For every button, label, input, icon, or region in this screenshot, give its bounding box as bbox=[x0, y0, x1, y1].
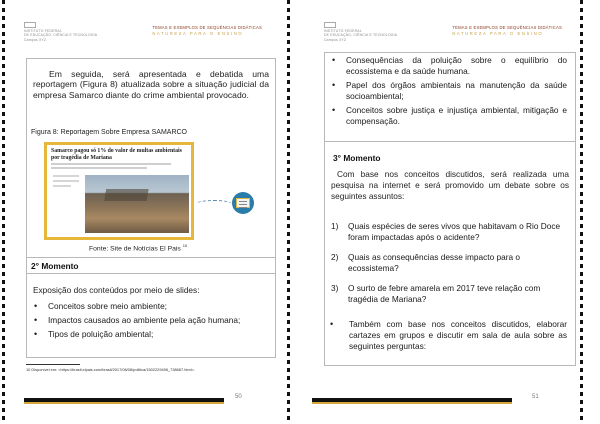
figure-source bbox=[89, 243, 187, 252]
left-page bbox=[10, 0, 282, 424]
question-number: 2) bbox=[331, 252, 339, 262]
list-item: • Impactos causados ao ambiente pela ação humana; bbox=[31, 315, 267, 326]
figure-caption: Figura 8: Reportagem Sobre Empresa SAMARCO bbox=[31, 129, 188, 136]
footer-bar bbox=[312, 398, 512, 404]
question-item bbox=[331, 221, 569, 243]
page-number: 51 bbox=[532, 394, 539, 400]
figure-source-note: 10 bbox=[182, 243, 188, 248]
question-item bbox=[331, 283, 569, 305]
news-headline: Samarco pagou só 1% do valor de multas ambientais por tragédia de Mariana bbox=[51, 148, 182, 161]
institution-logo bbox=[324, 22, 397, 42]
news-subline bbox=[51, 167, 147, 169]
content-topics-list bbox=[329, 55, 567, 127]
final-bullet-list bbox=[327, 319, 567, 352]
moment-2-heading: 2° Momento bbox=[31, 261, 79, 271]
right-page bbox=[310, 0, 582, 424]
news-clipping-figure bbox=[44, 142, 194, 240]
center-dotted-divider bbox=[287, 0, 290, 424]
institution-campus: Campus XYZ bbox=[24, 37, 47, 42]
news-subline bbox=[51, 163, 171, 165]
page-header bbox=[24, 20, 272, 48]
dashed-connector bbox=[196, 200, 232, 208]
institution-campus: Campus XYZ bbox=[324, 37, 347, 42]
section-divider bbox=[325, 141, 575, 142]
section-divider bbox=[27, 257, 275, 258]
moment-3-intro: Com base nos conceitos discutidos, será realizada uma pesquisa na internet e será promovido um debate sobre os seguintes assuntos: bbox=[331, 169, 569, 202]
intro-paragraph: Em seguida, será apresentada e debatida uma reportagem (Figura 8) atualizada sobre a situação judicial da empresa Samarco diante do crime ambiental provocado. bbox=[33, 69, 269, 100]
list-item: • Conceitos sobre meio ambiente; bbox=[31, 301, 267, 312]
right-content-box bbox=[324, 52, 576, 366]
list-item: • Também com base nos conceitos discutidos, elaborar cartazes em grupos e discutir em sala de aula sobre as seguintes perguntas: bbox=[327, 319, 567, 352]
page-header bbox=[324, 20, 572, 48]
institution-emblem-icon bbox=[324, 22, 336, 28]
section-divider bbox=[27, 273, 275, 274]
institution-name: INSTITUTO FEDERAL bbox=[24, 29, 62, 33]
list-item: • Conceitos sobre justiça e injustiça ambiental, mitigação e compensação. bbox=[329, 105, 567, 127]
footnote: 10 Disponível em: <https://brasil.elpais.com/brasil/2017/08/08/politica/1502229496_738687.html>. bbox=[26, 367, 195, 372]
institution-subtitle: DE EDUCAÇÃO, CIÊNCIA E TECNOLOGIA bbox=[24, 33, 98, 38]
footer-bar bbox=[24, 398, 224, 404]
series-title-line1: TEMAS E EXEMPLOS DE SEQUÊNCIAS DIDÁTICAS bbox=[452, 25, 562, 30]
questions-list bbox=[331, 221, 569, 305]
series-title bbox=[152, 25, 262, 36]
question-number: 3) bbox=[331, 283, 339, 293]
series-title-line2: NATUREZA PARA O ENSINO bbox=[152, 31, 244, 36]
institution-subtitle: DE EDUCAÇÃO, CIÊNCIA E TECNOLOGIA bbox=[324, 33, 398, 38]
news-sidebar bbox=[53, 175, 79, 190]
page-number: 50 bbox=[235, 394, 242, 400]
list-item: • Papel dos órgãos ambientais na manutenção da saúde socioambiental; bbox=[329, 80, 567, 102]
question-item bbox=[331, 252, 569, 274]
question-number: 1) bbox=[331, 221, 339, 231]
list-item: • Tipos de poluição ambiental; bbox=[31, 329, 267, 340]
institution-logo bbox=[24, 22, 97, 42]
question-text: Quais espécies de seres vivos que habitavam o Rio Doce foram impactadas após o acidente? bbox=[348, 221, 561, 242]
figure-source-text: Fonte: Site de Notícias El Pais bbox=[89, 245, 181, 253]
mining-landscape-photo bbox=[85, 175, 189, 233]
series-title-line2: NATUREZA PARA O ENSINO bbox=[452, 31, 544, 36]
left-dotted-border bbox=[2, 0, 5, 424]
moment-3-heading: 3° Momento bbox=[333, 153, 381, 163]
newspaper-icon bbox=[232, 192, 254, 214]
series-title-line1: TEMAS E EXEMPLOS DE SEQUÊNCIAS DIDÁTICAS bbox=[152, 25, 262, 30]
series-title bbox=[452, 25, 562, 36]
moment-2-intro: Exposição dos conteúdos por meio de slides: bbox=[33, 285, 200, 295]
list-item: • Consequências da poluição sobre o equilíbrio do ecossistema e da saúde humana. bbox=[329, 55, 567, 77]
institution-name: INSTITUTO FEDERAL bbox=[324, 29, 362, 33]
question-text: O surto de febre amarela em 2017 teve relação com tragédia de Mariana? bbox=[348, 283, 541, 304]
question-text: Quais as consequências desse impacto para o ecossistema? bbox=[348, 252, 521, 273]
moment-2-list bbox=[31, 301, 267, 340]
institution-emblem-icon bbox=[24, 22, 36, 28]
footnote-rule bbox=[26, 364, 80, 365]
